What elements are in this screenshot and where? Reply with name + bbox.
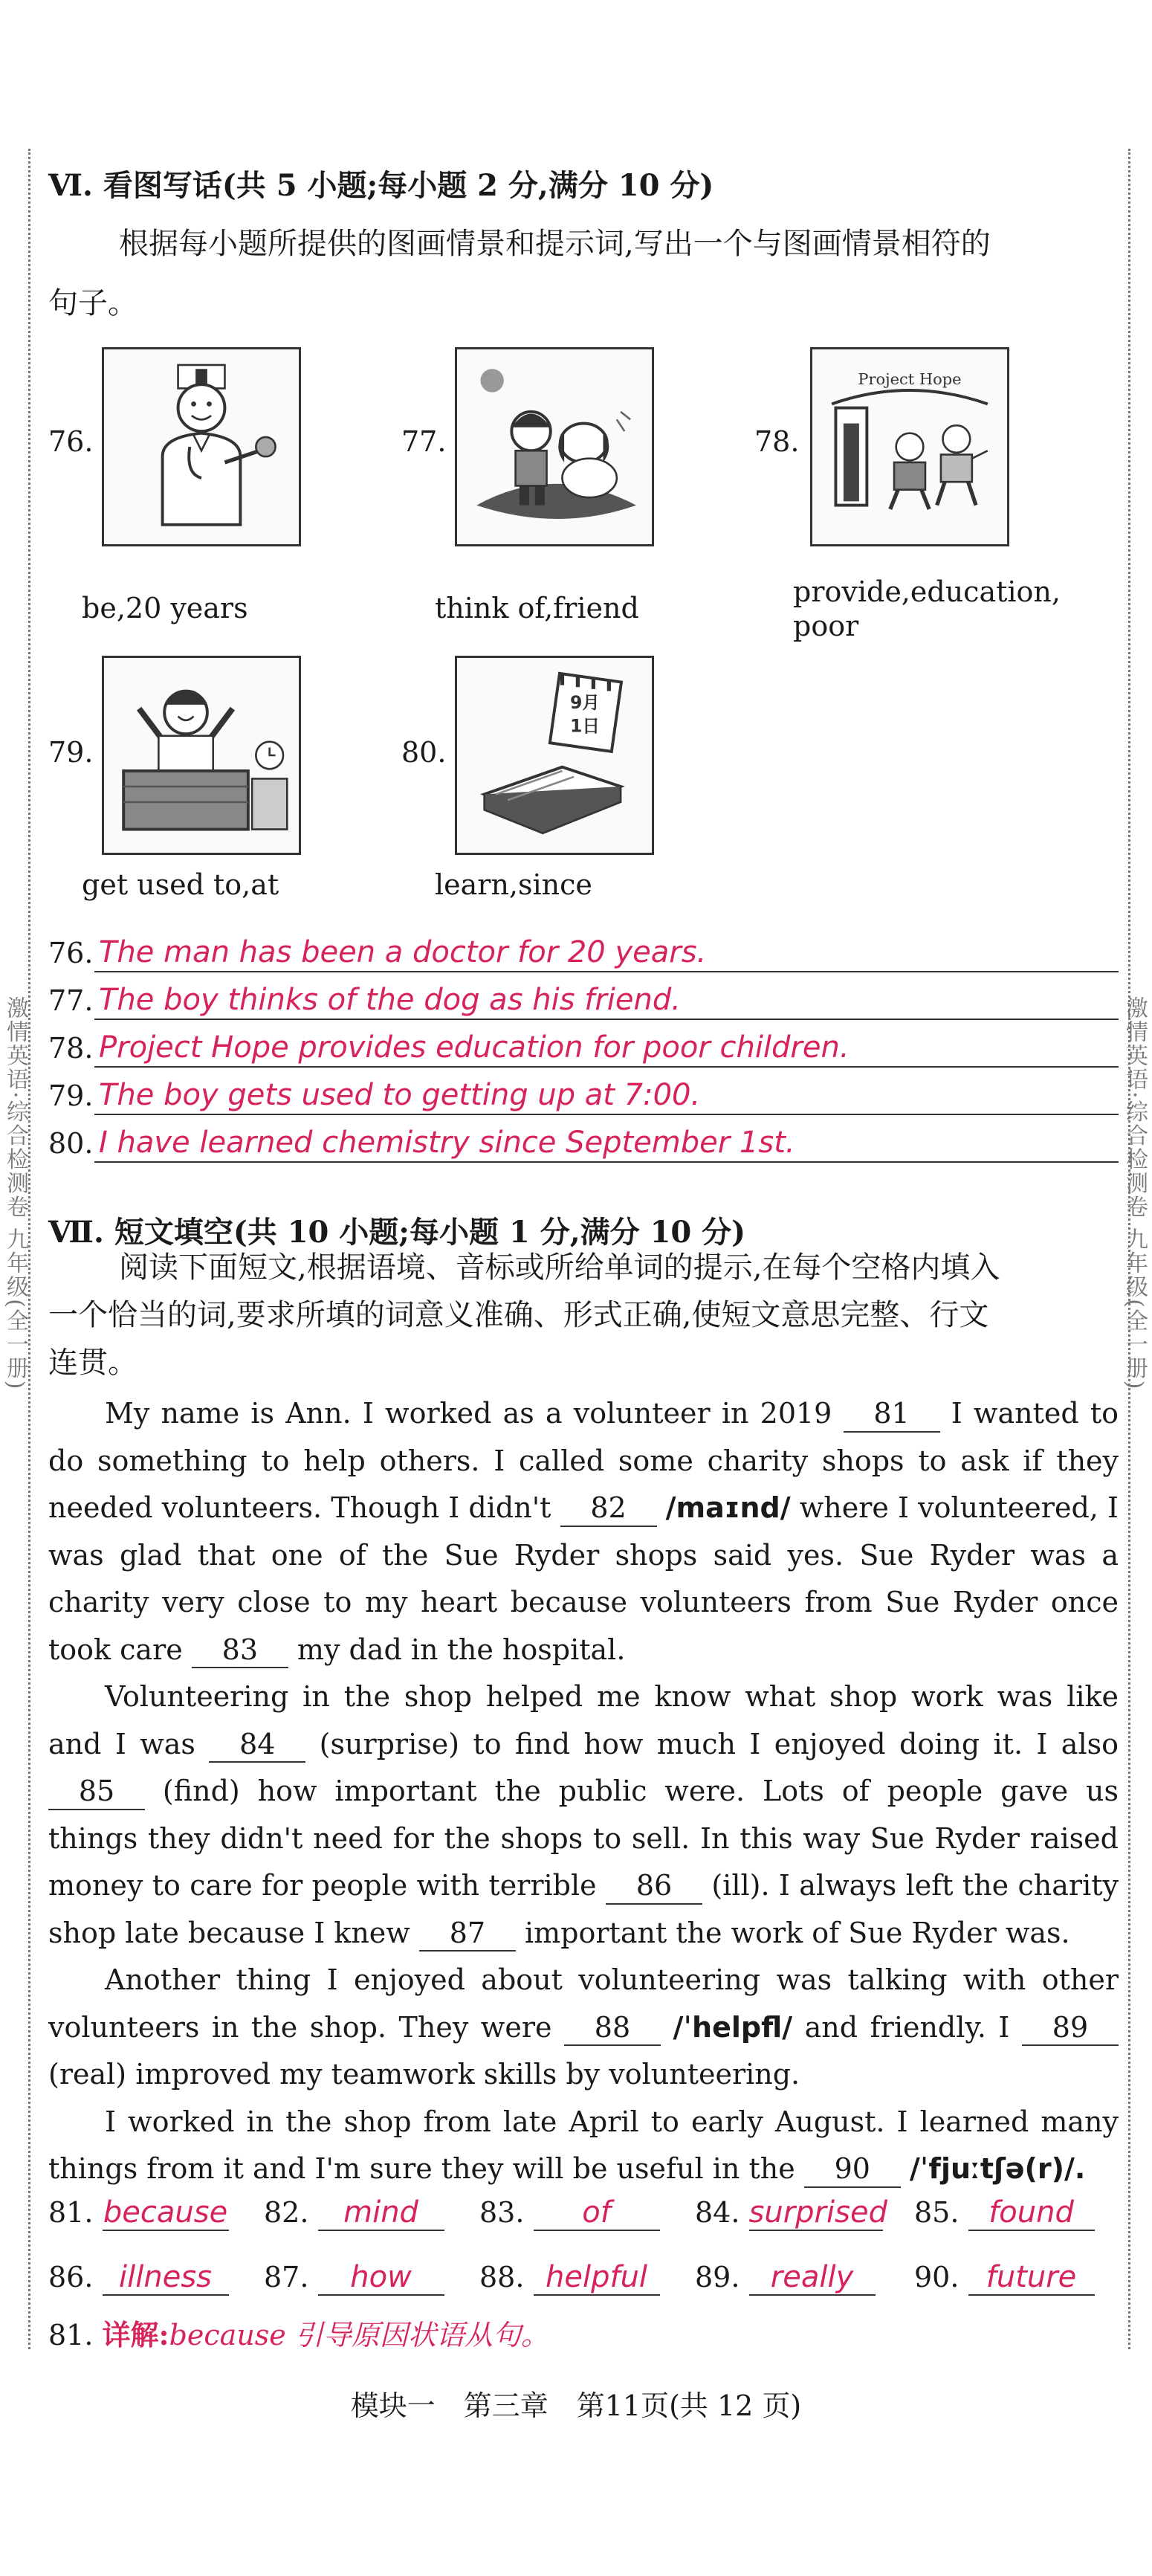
key-number: 85.	[914, 2196, 960, 2229]
answer-text: The man has been a doctor for 20 years.	[99, 935, 707, 969]
key-number: 83.	[479, 2196, 525, 2229]
key-answer: surprised	[748, 2195, 887, 2230]
blank-86: 86	[606, 1869, 702, 1905]
answer-line	[94, 1066, 1119, 1068]
section7-instruction-2: 一个恰当的词,要求所填的词意义准确、形式正确,使短文意思完整、行文	[48, 1298, 989, 1332]
passage-paragraph-3	[48, 1957, 1119, 2099]
passage-text: My name is Ann. I worked as a volunteer in 2019	[105, 1397, 832, 1430]
passage-text: I wanted to do something to help others. I called some charity shops to ask if they needed volunteers. Though I didn't	[48, 1397, 1119, 1524]
passage-text: Volunteering in the shop helped me know what shop work was like and I was	[48, 1680, 1119, 1760]
passage-paragraph-1	[48, 1390, 1119, 1673]
answer-line	[94, 1161, 1119, 1163]
key-answer: future	[968, 2260, 1095, 2296]
page-footer: 模块一 第三章 第11页(共 12 页)	[350, 2389, 802, 2422]
explanation-number: 81.	[48, 2319, 94, 2351]
passage-text: Another thing I enjoyed about volunteering was talking with other volunteers in the shop. They were	[48, 1963, 1119, 2044]
passage-text: (surprise) to find how much I enjoyed doing it. I also	[319, 1727, 1119, 1760]
key-answer: how	[318, 2260, 444, 2296]
blank-85: 85	[48, 1775, 145, 1810]
explanation-81	[48, 2312, 549, 2353]
side-label-left: 激情英语·综合检测卷 九年级(全一册)	[2, 996, 28, 1391]
answer-text: Project Hope provides education for poor children.	[99, 1030, 850, 1065]
key-82	[264, 2195, 444, 2231]
answer-row-79	[48, 1072, 1119, 1115]
blank-87: 87	[419, 1917, 516, 1952]
answer-line	[94, 1114, 1119, 1115]
picture-hint: provide,education,	[793, 575, 1061, 608]
calendar-book-icon	[455, 656, 654, 855]
answer-number: 76.	[48, 937, 94, 969]
key-number: 87.	[264, 2261, 309, 2293]
key-number: 89.	[695, 2261, 740, 2293]
doctor-icon	[102, 347, 301, 546]
calendar-month: 9月	[569, 692, 600, 714]
key-answer: helpful	[534, 2260, 660, 2296]
blank-81: 81	[844, 1397, 940, 1433]
key-number: 90.	[914, 2261, 960, 2293]
phonetic-hint: /ˈhelpfl/	[673, 2010, 793, 2044]
key-number: 82.	[264, 2196, 309, 2229]
answer-number: 77.	[48, 984, 94, 1017]
key-number: 81.	[48, 2196, 94, 2229]
key-answer: illness	[103, 2260, 229, 2296]
explanation-label: 详解:	[102, 2318, 169, 2351]
blank-83: 83	[192, 1633, 288, 1669]
answer-row-80	[48, 1120, 1119, 1163]
phonetic-hint: /ˈfjuːtʃə(r)/.	[909, 2152, 1086, 2185]
key-88	[479, 2260, 660, 2296]
key-81	[48, 2195, 229, 2231]
answer-text: The boy gets used to getting up at 7:00.	[99, 1078, 701, 1112]
passage-text: my dad in the hospital.	[297, 1633, 626, 1666]
answer-line	[94, 1019, 1119, 1020]
passage-text: (ill). I always left the charity shop late because I knew	[48, 1869, 1119, 1949]
key-answer: mind	[318, 2195, 444, 2231]
key-answer: found	[968, 2195, 1095, 2231]
passage-text: where I volunteered, I was glad that one of the Sue Ryder shops said yes. Sue Ryder was a charity very close to my heart because volunteers from Sue Ryder once took care	[48, 1491, 1119, 1666]
passage-text: important the work of Sue Ryder was.	[525, 1916, 1070, 1949]
blank-84: 84	[209, 1728, 305, 1763]
picture-number: 80.	[401, 736, 447, 769]
answer-row-78	[48, 1024, 1119, 1068]
key-83	[479, 2195, 660, 2231]
key-90	[914, 2260, 1095, 2296]
key-number: 86.	[48, 2261, 94, 2293]
key-89	[695, 2260, 876, 2296]
picture-number: 77.	[401, 425, 447, 458]
cloze-passage	[48, 1390, 1119, 2193]
answer-line	[94, 971, 1119, 972]
picture-number: 76.	[48, 425, 94, 458]
key-answer: of	[534, 2195, 660, 2231]
key-answer: really	[749, 2260, 876, 2296]
passage-text: I worked in the shop from late April to early August. I learned many things from it and I'm sure they will be useful in the	[48, 2105, 1119, 2185]
key-answer: because	[103, 2195, 228, 2230]
section7-instruction-1: 阅读下面短文,根据语境、音标或所给单词的提示,在每个空格内填入	[119, 1250, 1000, 1285]
picture-hint: learn,since	[435, 868, 592, 901]
section6-instruction-2: 句子。	[48, 286, 137, 320]
section6-title: Ⅵ. 看图写话(共 5 小题;每小题 2 分,满分 10 分)	[48, 168, 714, 203]
passage-paragraph-4	[48, 2099, 1119, 2193]
passage-text: and friendly. I	[804, 2010, 1010, 2044]
project-hope-sign: Project Hope	[858, 370, 962, 389]
answer-number: 80.	[48, 1127, 94, 1160]
answer-text: The boy thinks of the dog as his friend.	[99, 983, 681, 1017]
answer-text: I have learned chemistry since September 1st.	[99, 1126, 795, 1160]
boy-dog-icon	[455, 347, 654, 546]
key-84	[695, 2195, 887, 2231]
picture-hint: poor	[793, 610, 859, 642]
section7-instruction-3: 连贯。	[48, 1346, 137, 1380]
blank-82: 82	[560, 1491, 657, 1527]
boy-waking-icon	[102, 656, 301, 855]
picture-number: 79.	[48, 736, 94, 769]
answer-number: 79.	[48, 1079, 94, 1112]
key-number: 84.	[695, 2196, 740, 2229]
picture-hint: be,20 years	[82, 592, 248, 624]
key-86	[48, 2260, 229, 2296]
answer-row-77	[48, 977, 1119, 1020]
blank-90: 90	[804, 2152, 901, 2188]
key-87	[264, 2260, 444, 2296]
calendar-day: 1日	[569, 715, 600, 737]
blank-89: 89	[1022, 2011, 1119, 2047]
blank-88: 88	[564, 2011, 661, 2047]
passage-paragraph-2	[48, 1673, 1119, 1957]
phonetic-hint: /maɪnd/	[665, 1491, 791, 1524]
key-85	[914, 2195, 1095, 2231]
answer-number: 78.	[48, 1032, 94, 1065]
project-hope-icon	[810, 347, 1009, 546]
side-label-right: 激情英语·综合检测卷 九年级(全一册)	[1122, 996, 1148, 1391]
answer-row-76	[48, 929, 1119, 972]
explanation-text: because 引导原因状语从句。	[169, 2319, 549, 2351]
section7-title: Ⅶ. 短文填空(共 10 小题;每小题 1 分,满分 10 分)	[48, 1215, 746, 1250]
picture-hint: get used to,at	[82, 868, 279, 901]
key-number: 88.	[479, 2261, 525, 2293]
passage-text: (real) improved my teamwork skills by volunteering.	[48, 2058, 800, 2091]
picture-hint: think of,friend	[435, 592, 639, 624]
picture-number: 78.	[754, 425, 800, 458]
passage-text: (find) how important the public were. Lots of people gave us things they didn't need for the shops to sell. In this way Sue Ryder raised money to care for people with terrible	[48, 1775, 1119, 1902]
section6-instruction-1: 根据每小题所提供的图画情景和提示词,写出一个与图画情景相符的	[119, 227, 991, 261]
